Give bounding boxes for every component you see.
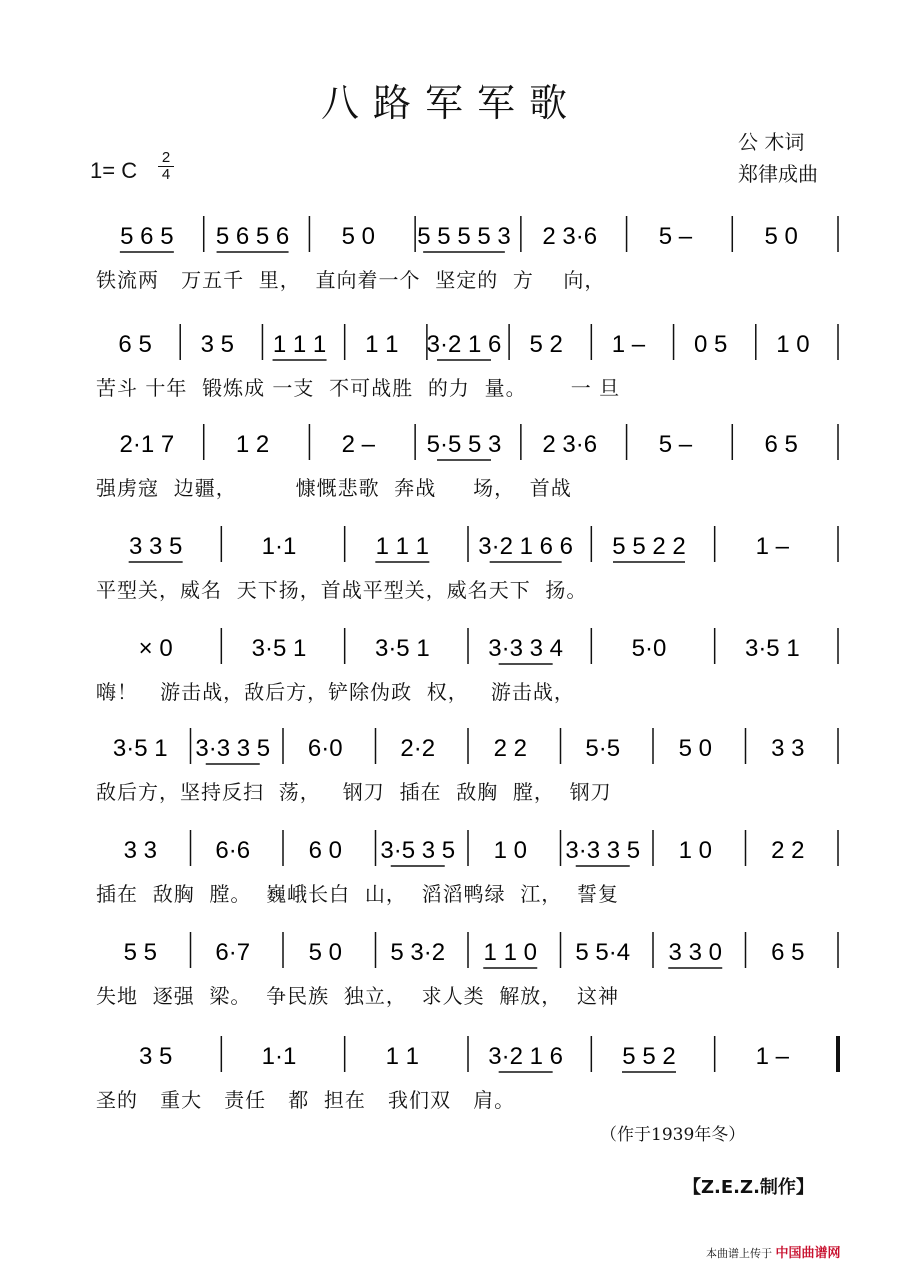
notation-row <box>90 926 850 976</box>
notation-svg <box>90 520 850 570</box>
measure <box>375 533 429 562</box>
key-signature: 1= C <box>90 158 138 183</box>
notation-system <box>0 318 902 428</box>
lyric-line: 铁流两 万五千 里， 直向着一个 坚定的 方 向， <box>96 268 606 292</box>
footer-credit <box>706 1242 841 1261</box>
measure-notes: 1 1 <box>365 331 399 358</box>
measure-notes: × 0 <box>138 635 173 662</box>
measure <box>201 331 234 358</box>
measure <box>236 431 269 458</box>
measure <box>659 223 693 250</box>
measure-notes: 2·1 7 <box>119 431 175 458</box>
measure <box>483 939 537 968</box>
measure <box>118 331 151 358</box>
measure-notes: 3·2 1 6 <box>426 331 502 358</box>
notation-system <box>0 418 902 528</box>
measure-notes: 1 0 <box>776 331 810 358</box>
measure-notes: 3 3 5 <box>128 533 183 560</box>
measure-notes: 3·5 1 <box>374 635 430 662</box>
notation-row <box>90 318 850 368</box>
notation-svg <box>90 824 850 874</box>
measure-notes: 1 1 <box>385 1043 420 1070</box>
measure-notes: 1 1 0 <box>483 939 537 966</box>
measure-notes: 5 5·4 <box>575 939 631 966</box>
measure <box>342 223 375 250</box>
lyric-line: 苦斗 十年 锻炼成 一支 不可战胜 的力 量。 一 旦 <box>96 376 621 400</box>
maker-label: 【Z.E.Z.制作】 <box>683 1177 814 1198</box>
notation-system <box>0 622 902 732</box>
measure <box>129 533 183 562</box>
notation-system <box>0 926 902 1036</box>
measure-notes: 5·0 <box>631 635 667 662</box>
notation-system <box>0 1030 902 1140</box>
notation-system <box>0 210 902 320</box>
measure <box>386 1043 419 1070</box>
measure <box>771 837 804 864</box>
lyric-line: 敌后方，坚持反扫 荡， 钢刀 插在 敌胸 膛， 钢刀 <box>96 780 612 804</box>
notation-row <box>90 824 850 874</box>
measure-notes: 3 5 <box>200 331 235 358</box>
lyric-line: 嗨！ 游击战，敌后方，铲除伪政 权， 游击战， <box>96 680 575 704</box>
lyricist-credit: 公 木词 <box>738 130 805 154</box>
measure <box>342 431 376 458</box>
measure-notes: 2 2 <box>493 735 527 762</box>
measure <box>273 331 327 360</box>
measure-notes: 3·3 3 5 <box>565 837 641 864</box>
measure <box>659 431 693 458</box>
measure <box>622 1043 676 1072</box>
notation-row <box>90 1030 850 1080</box>
measure <box>542 223 597 250</box>
measure-notes: 1 0 <box>493 837 527 864</box>
notation-row <box>90 622 850 672</box>
measure <box>764 223 797 250</box>
measure <box>679 735 712 762</box>
time-signature-top: 2 <box>158 150 174 167</box>
notation-system <box>0 722 902 832</box>
notation-row <box>90 520 850 570</box>
measure <box>494 735 527 762</box>
measure <box>542 431 597 458</box>
notation-svg <box>90 210 850 260</box>
measure-notes: 6·7 <box>215 939 251 966</box>
site-logo: 中国曲谱网 <box>775 1246 841 1261</box>
measure-notes: 5 6 5 <box>120 223 174 250</box>
measure <box>139 635 173 662</box>
measure-notes: 5 2 <box>529 331 563 358</box>
measure <box>478 533 573 562</box>
measure-notes: 3 3 <box>771 735 805 762</box>
measure-notes: 5 5 2 <box>622 1043 676 1070</box>
notation-system <box>0 824 902 934</box>
measure <box>113 735 168 762</box>
measure <box>776 331 809 358</box>
measure-notes: 5 0 <box>341 223 375 250</box>
time-signature-bottom: 4 <box>161 166 171 183</box>
measure-notes: 1 – <box>611 331 646 358</box>
measure-notes: 3·2 1 6 6 <box>478 533 574 560</box>
measure-notes: 3 5 <box>138 1043 173 1070</box>
lyric-line: 平型关，威名 天下扬，首战平型关，威名天下 扬。 <box>96 578 588 602</box>
notation-svg <box>90 1030 850 1080</box>
notation-svg <box>90 926 850 976</box>
measure-notes: 5 3·2 <box>390 939 446 966</box>
measure <box>565 837 640 866</box>
measure <box>308 735 343 762</box>
measure-notes: 5 0 <box>308 939 342 966</box>
measure-notes: 1 0 <box>678 837 712 864</box>
measure-notes: 3·5 1 <box>251 635 307 662</box>
measure-notes: 1 1 1 <box>272 331 327 358</box>
measure <box>124 837 157 864</box>
measure <box>427 331 502 360</box>
measure-notes: 1·1 <box>261 533 297 560</box>
lyric-line: 失地 逐强 梁。 争民族 独立， 求人类 解放， 这神 <box>96 984 620 1008</box>
notation-svg <box>90 318 850 368</box>
measure-notes: 5 5 <box>123 939 157 966</box>
measure <box>309 939 342 966</box>
measure <box>612 331 646 358</box>
measure <box>417 223 510 252</box>
notation-row <box>90 210 850 260</box>
measure <box>745 635 800 662</box>
measure <box>694 331 727 358</box>
measure-notes: 5 5 2 2 <box>612 533 686 560</box>
measure <box>139 1043 172 1070</box>
lyric-line: 强虏寇 边疆， 慷慨悲歌 奔战 场， 首战 <box>96 476 572 500</box>
measure <box>585 735 620 762</box>
measure-notes: 2 – <box>341 431 375 458</box>
measure-notes: 5 0 <box>678 735 712 762</box>
measure <box>488 1043 563 1072</box>
measure <box>488 635 563 664</box>
measure <box>120 223 174 252</box>
measure <box>124 939 157 966</box>
measure <box>612 533 685 562</box>
measure-notes: 6 5 <box>118 331 152 358</box>
measure <box>252 635 307 662</box>
measure <box>365 331 398 358</box>
measure-notes: 5·5 <box>585 735 621 762</box>
measure-notes: 3·3 3 5 <box>195 735 271 762</box>
measure-notes: 1 – <box>755 533 790 560</box>
measure-notes: 6 5 <box>771 939 805 966</box>
measure-notes: 1·1 <box>261 1043 297 1070</box>
notation-row <box>90 418 850 468</box>
lyric-line: 圣的 重大 责任 都 担在 我们双 肩。 <box>96 1088 516 1112</box>
notation-svg <box>90 622 850 672</box>
measure <box>216 223 289 252</box>
measure <box>756 533 790 560</box>
measure-notes: 1 – <box>755 1043 790 1070</box>
footer-prefix: 本曲谱上传于 <box>706 1247 772 1260</box>
measure <box>195 735 270 764</box>
measure-notes: 3·3 3 4 <box>488 635 564 662</box>
measure-notes: 6 0 <box>308 837 342 864</box>
composition-date: （作于1939年冬） <box>600 1125 746 1145</box>
composer-credit: 郑律成曲 <box>738 162 818 186</box>
measure-notes: 6 5 <box>764 431 798 458</box>
notation-system <box>0 520 902 630</box>
measure <box>120 431 175 458</box>
measure-notes: 3·5 3 5 <box>380 837 456 864</box>
measure-notes: 3 3 0 <box>668 939 722 966</box>
measure <box>262 1043 297 1070</box>
time-signature <box>158 150 174 183</box>
measure <box>771 735 804 762</box>
measure <box>390 939 445 966</box>
measure-notes: 5 – <box>658 431 693 458</box>
measure-notes: 0 5 <box>693 331 728 358</box>
lyric-line: 插在 敌胸 膛。 巍峨长白 山， 滔滔鸭绿 江， 誓复 <box>96 882 620 906</box>
measure <box>756 1043 790 1070</box>
measure-notes: 6·0 <box>307 735 343 762</box>
measure <box>215 837 250 864</box>
measure <box>764 431 797 458</box>
page-title: 八路军军歌 <box>320 81 581 125</box>
measure-notes: 3 3 <box>123 837 157 864</box>
measure <box>427 431 502 460</box>
measure-notes: 5·5 5 3 <box>426 431 502 458</box>
notation-svg <box>90 418 850 468</box>
measure-notes: 1 1 1 <box>375 533 430 560</box>
notation-row <box>90 722 850 772</box>
measure-notes: 2 3·6 <box>542 431 598 458</box>
measure-notes: 5 – <box>658 223 693 250</box>
measure <box>375 635 430 662</box>
measure <box>575 939 630 966</box>
measure-notes: 3·5 1 <box>744 635 800 662</box>
measure-notes: 2 3·6 <box>542 223 598 250</box>
measure-notes: 5 5 5 5 3 <box>417 223 511 250</box>
measure <box>530 331 563 358</box>
measure <box>632 635 667 662</box>
measure <box>262 533 297 560</box>
measure <box>400 735 435 762</box>
measure-notes: 6·6 <box>215 837 251 864</box>
measure <box>679 837 712 864</box>
measure <box>494 837 527 864</box>
measure-notes: 3·2 1 6 <box>488 1043 564 1070</box>
measure-notes: 2·2 <box>400 735 436 762</box>
measure <box>215 939 250 966</box>
measure-notes: 5 0 <box>764 223 798 250</box>
measure <box>380 837 455 866</box>
measure-notes: 3·5 1 <box>112 735 168 762</box>
measure <box>309 837 342 864</box>
measure-notes: 5 6 5 6 <box>215 223 290 250</box>
notation-svg <box>90 722 850 772</box>
measure <box>771 939 804 966</box>
measure-notes: 1 2 <box>235 431 270 458</box>
measure-notes: 2 2 <box>771 837 805 864</box>
measure <box>668 939 722 968</box>
